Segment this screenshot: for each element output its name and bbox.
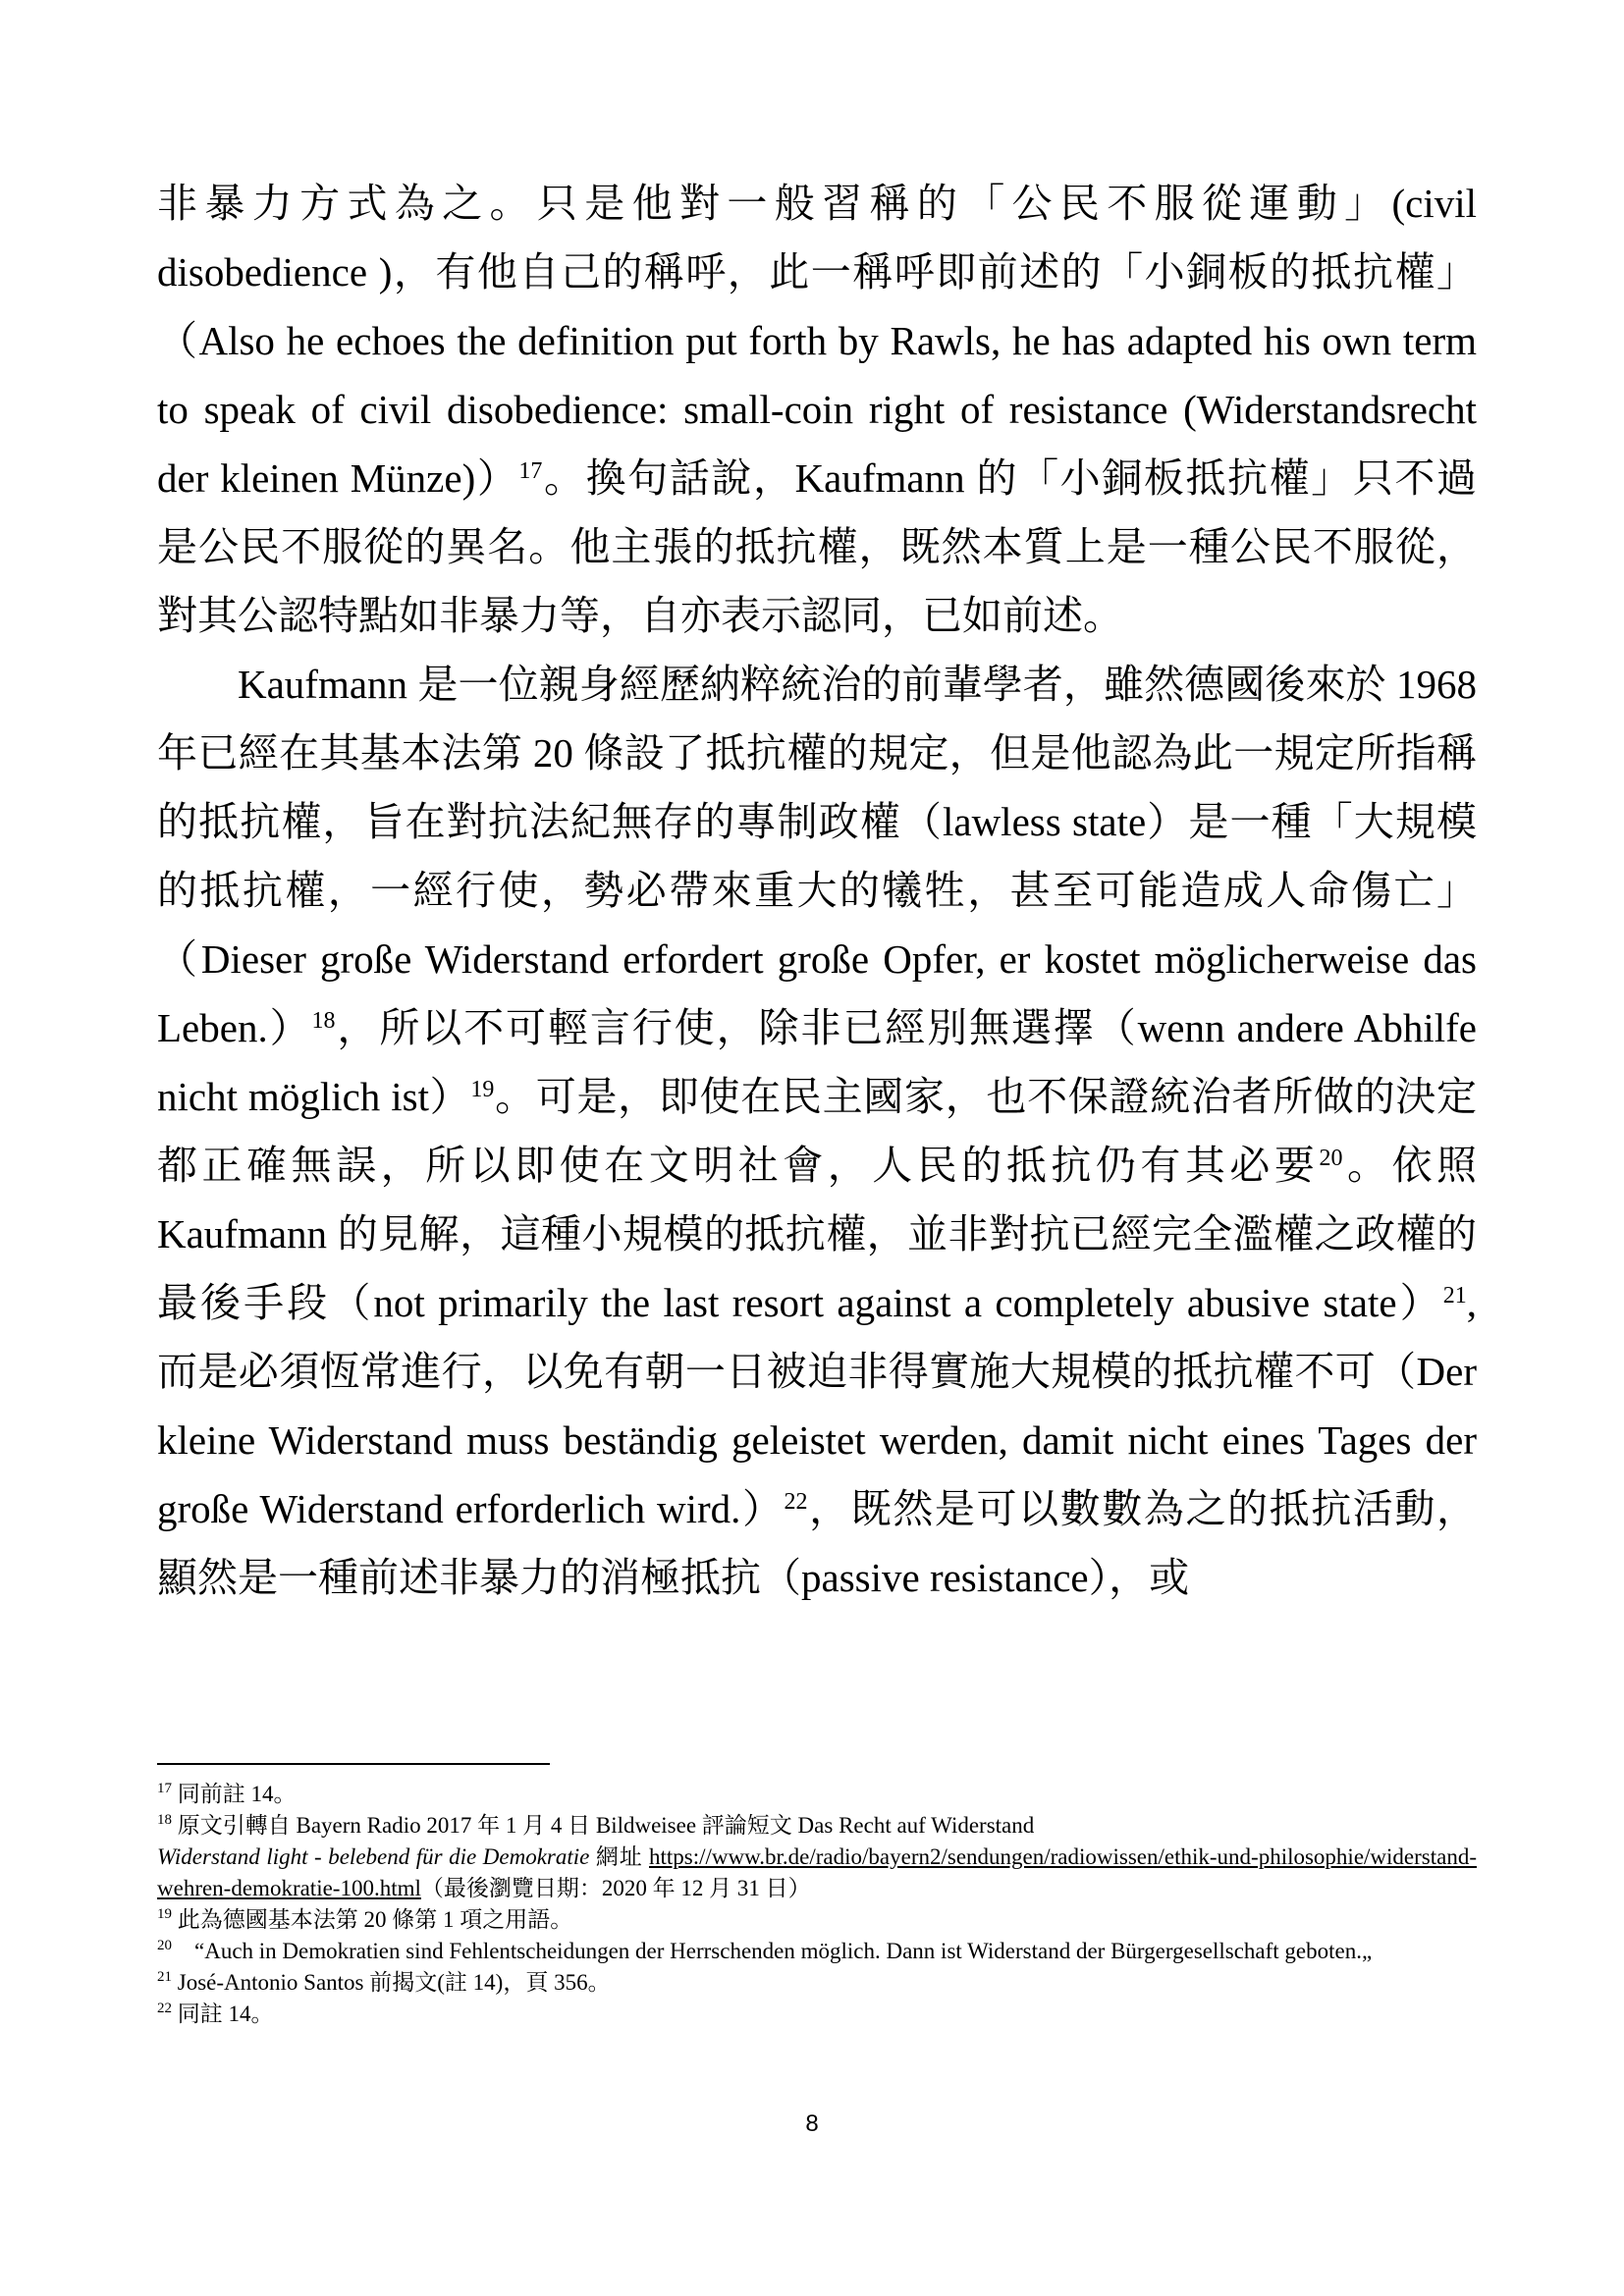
footnote-ref-17[interactable]: 17 bbox=[518, 458, 543, 484]
paragraph-2-text-d: 。依照 Kaufmann 的見解，這種小規模的抵抗權，並非對抗已經完全濫權之政權的最後手段（not primarily the last resort against a completely abusive state） bbox=[157, 1143, 1478, 1325]
footnote-text: 此為德國基本法第 20 條第 1 項之用語。 bbox=[172, 1907, 573, 1932]
page-number: 8 bbox=[805, 2110, 819, 2137]
footnote-number: 18 bbox=[157, 1812, 172, 1828]
footnote-ref-21[interactable]: 21 bbox=[1442, 1283, 1467, 1308]
footnote-ref-19[interactable]: 19 bbox=[470, 1077, 495, 1102]
footnote-21 bbox=[157, 1967, 1477, 1999]
paragraph-1 bbox=[157, 169, 1477, 650]
paragraph-2-text-a: Kaufmann 是一位親身經歷納粹統治的前輩學者，雖然德國後來於 1968 年已經在其基本法第 20 條設了抵抗權的規定，但是他認為此一規定所指稱的抵抗權，旨在對抗法紀無存的專制政權（lawless state）是一種「大規模的抵抗權，一經行使，勢必帶來重大的犧牲，甚至可能造成人命傷亡」（Dieser große Widerstand erfordert große Opfer, er kostet möglicherweise das Leben.） bbox=[157, 662, 1477, 1050]
footnote-number: 22 bbox=[157, 2001, 172, 2016]
footnote-number: 20 bbox=[157, 1938, 172, 1953]
footnote-ref-22[interactable]: 22 bbox=[784, 1489, 808, 1515]
footnote-text-access-date: （最後瀏覽日期：2020 年 12 月 31 日） bbox=[420, 1876, 811, 1900]
footnote-18 bbox=[157, 1810, 1477, 1904]
footnote-ref-18[interactable]: 18 bbox=[311, 1008, 336, 1034]
paragraph-2-text-f: ，既然是可以數數為之的抵抗活動，顯然是一種前述非暴力的消極抵抗（passive resistance），或 bbox=[157, 1486, 1477, 1600]
footnote-ref-20[interactable]: 20 bbox=[1319, 1146, 1343, 1171]
paragraph-1-text-b: 。換句話說，Kaufmann 的「小銅板抵抗權」只不過是公民不服從的異名。他主張的抵抗權，既然本質上是一種公民不服從，對其公認特點如非暴力等，自亦表示認同，已如前述。 bbox=[157, 455, 1477, 638]
footnote-17 bbox=[157, 1779, 1477, 1810]
main-text bbox=[157, 169, 1477, 1612]
footnote-text-url-label: 網址 bbox=[589, 1844, 650, 1869]
footnote-number: 21 bbox=[157, 1969, 172, 1985]
footnote-text: 原文引轉自 Bayern Radio 2017 年 1 月 4 日 Bildweisee 評論短文 Das Recht auf Widerstand bbox=[172, 1813, 1035, 1838]
footnote-text: 同註 14。 bbox=[172, 2002, 274, 2026]
footnote-text: José-Antonio Santos 前揭文(註 14)，頁 356。 bbox=[172, 1970, 611, 1995]
paragraph-2-text-b: ，所以不可輕言行使，除非已經別無選擇（wenn andere Abhilfe nicht möglich ist） bbox=[157, 1005, 1477, 1119]
footnote-number: 17 bbox=[157, 1781, 172, 1796]
footnote-link[interactable]: https://www.br.de/radio/bayern2/sendungen/radiowissen/ethik-und-philosophie/widerstand-wehren-demokratie-100.html bbox=[157, 1844, 1477, 1900]
footnote-italic-title: Widerstand light - belebend für die Demokratie bbox=[157, 1844, 590, 1869]
footnote-19 bbox=[157, 1904, 1477, 1936]
footnote-text: “Auch in Demokratien sind Fehlentscheidungen der Herrschenden möglich. Dann ist Widerstand der Bürgergesellschaft geboten.„ bbox=[172, 1939, 1373, 1963]
footnote-22 bbox=[157, 1999, 1477, 2030]
footnote-20 bbox=[157, 1936, 1477, 1967]
paragraph-2-text-e: , 而是必須恆常進行，以免有朝一日被迫非得實施大規模的抵抗權不可（Der kleine Widerstand muss beständig geleistet werden, damit nicht eines Tages der große Widerstand erforderlich wird.） bbox=[157, 1280, 1477, 1531]
paragraph-1-text-a: 非暴力方式為之。只是他對一般習稱的「公民不服從運動」(civil disobedience )，有他自己的稱呼，此一稱呼即前述的「小銅板的抵抗權」（Also he echoes the definition put forth by Rawls, he has adapted his own term to speak of civil disobedience: small-coin right of resistance (Widerstandsrecht der kleinen Münze)） bbox=[157, 181, 1477, 501]
footnote-separator bbox=[157, 1763, 550, 1765]
paragraph-2-text-c: 。可是，即使在民主國家，也不保證統治者所做的決定都正確無誤，所以即使在文明社會，人民的抵抗仍有其必要 bbox=[157, 1074, 1478, 1188]
footnote-text: 同前註 14。 bbox=[172, 1782, 297, 1806]
paragraph-2 bbox=[157, 650, 1477, 1612]
footnotes bbox=[157, 1779, 1477, 2030]
footnote-number: 19 bbox=[157, 1906, 172, 1922]
